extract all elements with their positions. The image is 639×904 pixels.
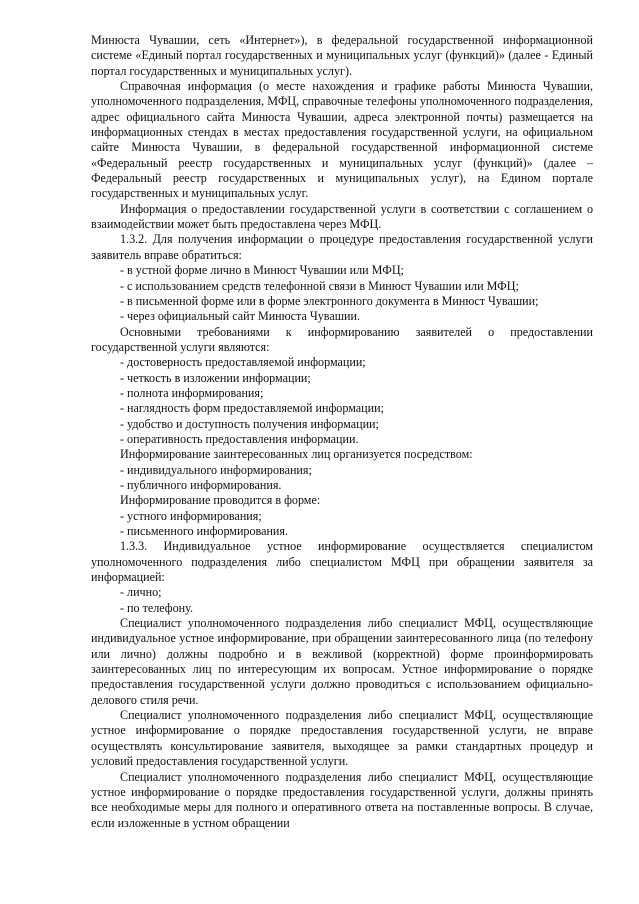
list-item: - достоверность предоставляемой информации; (120, 355, 366, 370)
paragraph: Информирование проводится в форме: (120, 493, 321, 508)
document-page (91, 33, 593, 831)
list-item: - оперативность предоставления информации. (120, 431, 359, 446)
paragraph: Информирование заинтересованных лиц организуется посредством: (120, 447, 473, 462)
list-item: - индивидуального информирования; (120, 462, 312, 477)
paragraph: 1.3.3. Индивидуальное устное информирование осуществляется специалистом уполномоченного подразделения либо специалистом МФЦ при обращении заявителя за информацией: (91, 539, 593, 585)
list-item: - устного информирования; (120, 508, 262, 523)
paragraph: Информация о предоставлении государственной услуги в соответствии с соглашением о взаимодействии может быть предоставлена через МФЦ. (91, 201, 593, 232)
paragraph: Минюста Чувашии, сеть «Интернет»), в федеральной государственной информационной системе «Единый портал государственных и муниципальных услуг (функций)» (далее - Единый портал государственных и муниципальных услуг). (91, 33, 593, 78)
list-item: - письменного информирования. (120, 524, 288, 538)
paragraph: Специалист уполномоченного подразделения либо специалист МФЦ, осуществляющие устное информирование о порядке предоставления государственной услуги, не вправе осуществлять консультирование заявителя, выходящее за рамки стандартных процедур и условий предоставления государственной услуги. (91, 708, 593, 769)
paragraph: 1.3.2. Для получения информации о процедуре предоставления государственной услуги заявитель вправе обратиться: (91, 232, 593, 262)
list-item: - в устной форме лично в Минюст Чувашии или МФЦ; (120, 263, 404, 278)
list-item: - через официальный сайт Минюста Чувашии. (120, 309, 360, 324)
list-item: - по телефону. (120, 600, 194, 615)
paragraph: Основными требованиями к информированию заявителей о предоставлении государственной услуги являются: (91, 324, 593, 354)
list-item: - полнота информирования; (120, 385, 264, 400)
paragraph: Специалист уполномоченного подразделения либо специалист МФЦ, осуществляющие устное информирование о порядке предоставления государственной услуги, должны принять все необходимые меры для полного и оперативного ответа на поставленные вопросы. В случае, если изложенные в устном обращении (91, 769, 593, 830)
paragraph: Справочная информация (о месте нахождения и графике работы Минюста Чувашии, уполномоченного подразделения, МФЦ, справочные телефоны уполномоченного подразделения, адрес официального сайта Минюста Чувашии, адреса электронной почты) размещается на информационных стендах в местах предоставления государственной услуги, на официальном сайте Минюста Чувашии, в федеральной государственной информационной системе «Федеральный реестр государственных и муниципальных услуг (функций)» (далее – Федеральный реестр государственных и муниципальных услуг), на Едином портале государственных и муниципальных услуг. (91, 79, 593, 201)
list-item: - четкость в изложении информации; (120, 370, 311, 385)
list-item: - наглядность форм предоставляемой информации; (120, 401, 384, 416)
list-item: - в письменной форме или в форме электронного документа в Минюст Чувашии; (120, 293, 539, 308)
paragraph: Специалист уполномоченного подразделения либо специалист МФЦ, осуществляющие индивидуальное устное информирование, при обращении заинтересованного лица (по телефону или лично) должны подробно и в вежливой (корректной) форме проинформировать заинтересованных лиц по интересующим их вопросам. Устное информирование о порядке предоставления государственной услуги должно проводиться с использованием официально-делового стиля речи. (91, 616, 593, 707)
list-item: - публичного информирования. (120, 477, 282, 492)
list-item: - удобство и доступность получения информации; (120, 416, 379, 431)
list-item: - с использованием средств телефонной связи в Минюст Чувашии или МФЦ; (120, 278, 519, 293)
list-item: - лично; (120, 585, 162, 600)
